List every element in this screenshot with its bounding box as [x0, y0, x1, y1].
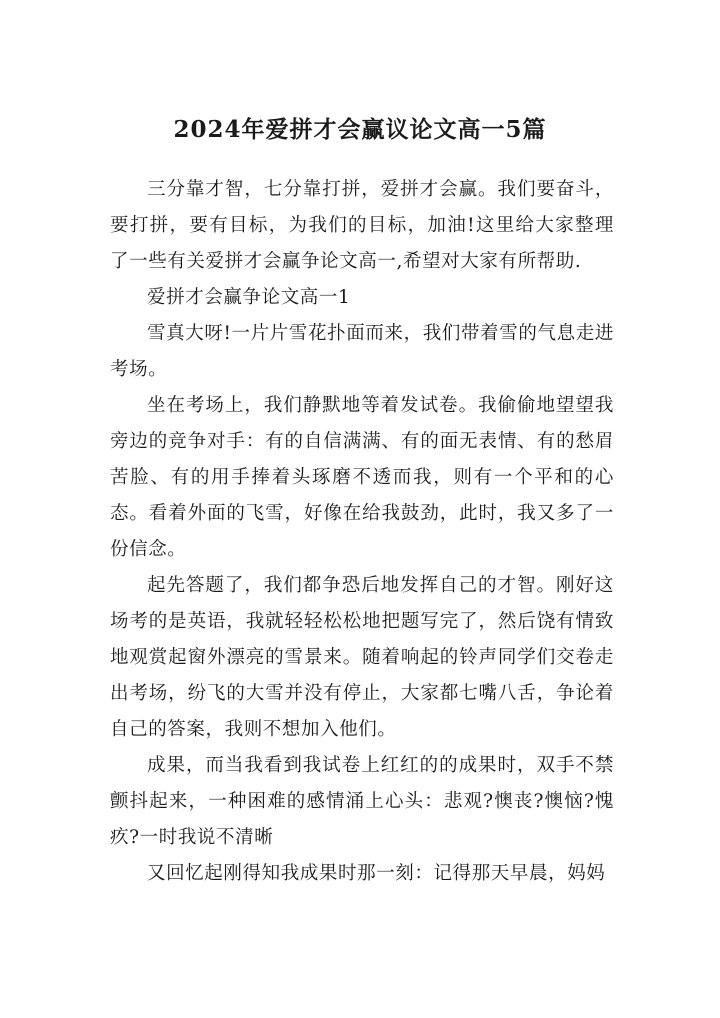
- document-title: 2024年爱拼才会赢议论文高一5篇: [173, 116, 547, 143]
- body-paragraph: 坐在考场上，我们静默地等着发试卷。我偷偷地望望我旁边的竞争对手：有的自信满满、有的面无表情、有的愁眉苦脸、有的用手捧着头琢磨不透而我，则有一个平和的心态。看着外面的飞雪，好像在给我鼓劲，此时，我又多了一份信念。: [110, 395, 614, 560]
- body-paragraph: 又回忆起刚得知我成果时那一刻：记得那天早晨，妈妈: [147, 863, 606, 884]
- body-paragraph: 雪真大呀!一片片雪花扑面而来，我们带着雪的气息走进考场。: [110, 323, 614, 380]
- intro-paragraph: 三分靠才智，七分靠打拼，爱拼才会赢。我们要奋斗，要打拼，要有目标，为我们的目标，加油!这里给大家整理了一些有关爱拼才会赢争论文高一,希望对大家有所帮助.: [110, 179, 614, 272]
- document-body: [110, 172, 614, 892]
- body-paragraph: 成果，而当我看到我试卷上红红的的成果时，双手不禁颤抖起来，一种困难的感情涌上心头：悲观?懊丧?懊恼?愧疚?一时我说不清晰: [110, 755, 614, 848]
- section-heading: 爱拼才会赢争论文高一1: [147, 287, 351, 308]
- body-paragraph: 起先答题了，我们都争恐后地发挥自己的才智。刚好这场考的是英语，我就轻轻松松地把题写完了，然后饶有情致地观赏起窗外漂亮的雪景来。随着响起的铃声同学们交卷走出考场，纷飞的大雪并没有停止，大家都七嘴八舌，争论着自己的答案，我则不想加入他们。: [110, 575, 614, 740]
